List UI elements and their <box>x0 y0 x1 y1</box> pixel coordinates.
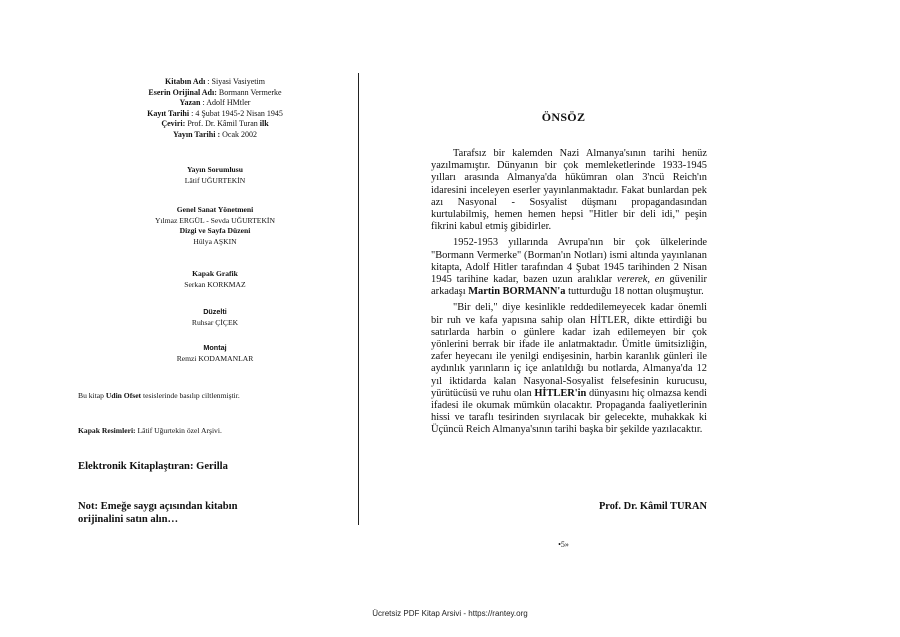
author: Adolf HMtler <box>206 98 251 108</box>
publisher-resp-block <box>130 165 300 186</box>
cover-images-line <box>78 426 222 435</box>
record-date-label: Kayıt Tarihi <box>147 108 190 118</box>
p2-text-b: güvenilir arkadaşı <box>431 274 707 298</box>
printer-suffix: tesislerinde basılıp ciltlenmiştir. <box>143 391 240 400</box>
p2-bold-name: Martin BORMANN'a <box>468 286 566 298</box>
assembly: Remzi KODAMANLAR <box>176 353 254 363</box>
proofread-label: Düzelti <box>203 307 227 316</box>
translator-suffix: ilk <box>259 119 269 129</box>
paragraph-2 <box>431 237 707 298</box>
assembly-label: Montaj <box>203 343 227 352</box>
author-label: Yazan <box>179 98 201 108</box>
page-divider <box>358 73 359 525</box>
cover-images-label: Kapak Resimleri: <box>78 426 136 435</box>
publisher-resp: Lâtif UĞURTEKİN <box>184 175 246 185</box>
assembly-block <box>130 343 300 364</box>
book-name-label: Kitabın Adı <box>165 77 206 86</box>
page-number: •5» <box>558 540 569 549</box>
paragraph-1: Tarafsız bir kalemden Nazi Almanya'sının tarihi henüz yazılmamıştır. Dünyanın bir çok memleketlerinde 1933-1945 yılları arasında Almanya'da hükümran olan 3'ncü Reich'ın idaresini inceleyen eserler yayınlanmaktadır. Fakat bunlardan pek azı Nasyonal - Sosyalist düşmanı propagandasından kurtulabilmiş, hemen hemen hepsi "Hitler bir deli idi," peşin fikrini kabul etmiş gibidirler. <box>431 148 707 233</box>
translator: Prof. Dr. Kâmil Turan <box>187 119 258 129</box>
p2-text-a: 1952-1953 yıllarında Avrupa'nın bir çok ülkelerinde "Bormann Vermerke" (Borman'ın Notları) ismi altında yayınlanan kitapta, Adolf Hitler tarafından 4 Şubat 1945 tarihinden 2 Nisan 1945 tarihine kadar, bazen uzun aralıklar <box>431 237 707 286</box>
proofread-block <box>130 307 300 328</box>
page-title: ÖNSÖZ <box>541 110 586 124</box>
book-name: Siyasi Vasiyetim <box>211 77 265 86</box>
translation-label: Çeviri: <box>161 119 186 129</box>
proofread: Ruhsar ÇİÇEK <box>191 317 239 327</box>
note-line-1: Not: Emeğe saygı açısından kitabın <box>78 501 238 512</box>
record-date: 4 Şubat 1945-2 Nisan 1945 <box>195 108 283 118</box>
p2-text-c: tutturduğu 18 nottan oluşmuştur. <box>568 286 704 298</box>
printer-line <box>78 391 240 400</box>
paragraph-3 <box>431 302 707 436</box>
purchase-note <box>78 500 308 526</box>
printer-prefix: Bu kitap <box>78 391 104 400</box>
footer-source: Ücretsiz PDF Kitap Arsivi - https://rantey.org <box>372 609 528 618</box>
cover-graphic: Serkan KORKMAZ <box>184 279 246 289</box>
printer-name: Udin Ofset <box>105 391 142 400</box>
original-name: Bormann Vermerke <box>218 87 282 97</box>
typesetting: Hülya AŞKIN <box>193 236 237 246</box>
cover-graphic-block <box>130 269 300 290</box>
cover-graphic-label: Kapak Grafik <box>192 269 238 278</box>
p2-italic: vererek, en <box>616 274 665 286</box>
typesetting-label: Dizgi ve Sayfa Düzeni <box>179 226 251 236</box>
imprint-block: Kitabın Adı : Siyasi Vasiyetim Eserin Orijinal Adı: Bormann Vermerke Yazan : Adolf HMtler Kayıt Tarihi : 4 Şubat 1945-2 Nisan 1945 Çeviri: Prof. Dr. Kâmil Turan ilk Yayın Tarihi : Ocak 2002 <box>147 77 283 139</box>
p3-bold-name: HİTLER'in <box>534 387 587 399</box>
preface-body <box>431 148 707 441</box>
art-director-label: Genel Sanat Yönetmeni <box>176 205 254 214</box>
publish-date-label: Yayın Tarihi : <box>172 129 221 139</box>
p3-text-b: dünyasını hiç olmazsa kendi ifadesi ile okumak mümkün olacaktır. Propaganda faaliyetlerinin hissi ve taraflı tesirinden sıyrılacak bir gelecekte, muhakkak ki Üçüncü Reich Almanya'sının tarihi başka bir şekilde yazılacaktır. <box>431 387 707 436</box>
publish-date: Ocak 2002 <box>222 129 258 139</box>
art-director-block <box>130 205 300 247</box>
original-name-label: Eserin Orijinal Adı: <box>148 87 217 97</box>
p3-text-a: "Bir deli," diye kesinlikle reddedilemeyecek kadar önemli bir ruh ve kafa yapısına sahip olan HİTLER, dikte ettirdiği bu satırlarda harbin o günlere kadar izah edilemeyen bir çok yönlerini berrak bir ifade ile anlatmaktadır. Ümitle ümitsizliğin, zafer heyecanı ile yenilgi endişesinin, harbin karanlık günleri ile aydınlık yarınların iç içe anlatıldığı bu notlarda, Almanya'da 12 yıl iktidarda kalan Nasyonal-Sosyalist felsefesinin kurucusu, yürütücüsü ve ruhu olan <box>431 302 707 399</box>
art-director: Yılmaz ERGÜL - Sevda UĞURTEKİN <box>155 215 275 225</box>
left-page <box>0 0 360 637</box>
note-line-2: orijinalini satın alın… <box>78 514 179 525</box>
cover-images-value: Lâtif Uğurtekin özel Arşivi. <box>137 426 222 435</box>
publisher-resp-label: Yayın Sorumlusu <box>187 165 243 174</box>
ebook-credit: Elektronik Kitaplaştıran: Gerilla <box>78 461 228 472</box>
signature: Prof. Dr. Kâmil TURAN <box>598 501 707 512</box>
